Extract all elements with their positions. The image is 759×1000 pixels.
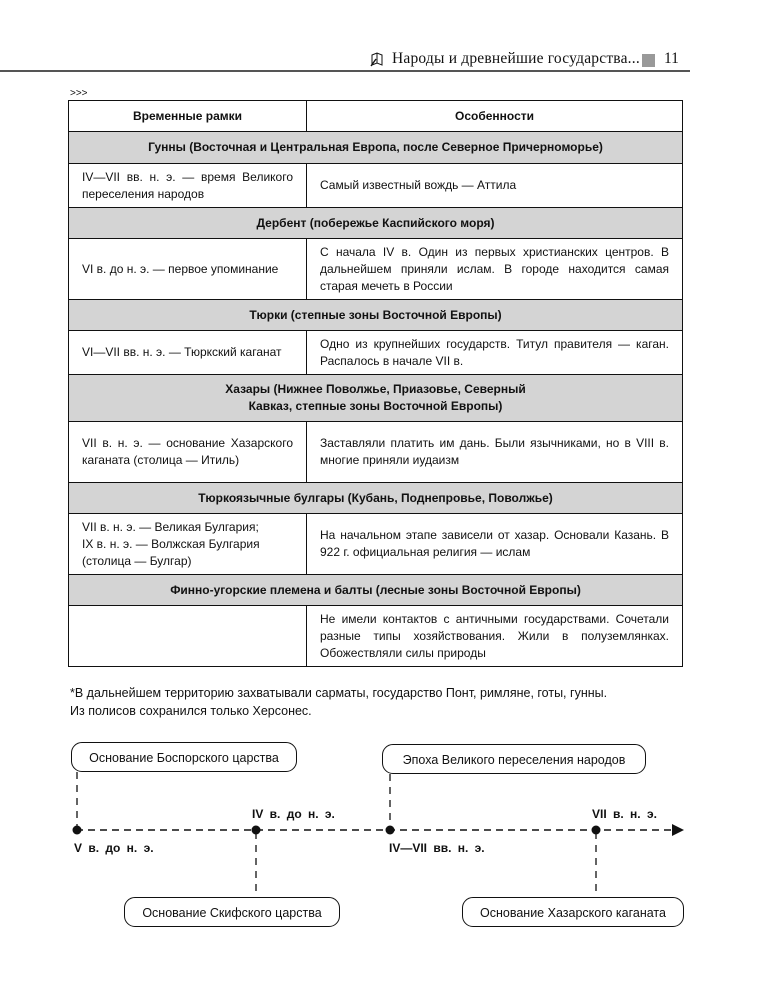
date-label: IV в. до н. э. [252,807,335,821]
event-box: Основание Хазарского каганата [462,897,684,927]
date-label: V в. до н. э. [74,841,154,855]
footnote: *В дальнейшем территорию захватывали сарматы, государство Понт, римляне, готы, гунны. Из полисов сохранился только Херсонес. [70,686,608,718]
period-line: VII в. н. э. — Великая Булгария; [82,519,259,534]
period-cell: VI в. до н. э. — первое упоминание [69,239,307,300]
timeline-point [252,826,261,835]
section-heading: Тюркоязычные булгары (Кубань, Поднепровье, Поволжье) [69,483,683,514]
period-cell: VI—VII вв. н. э. — Тюркский каганат [69,331,307,375]
features-cell: На начальном этапе зависели от хазар. Основали Казань. В 922 г. официальная религия — ислам [307,514,683,575]
features-cell: Одно из крупнейших государств. Титул правителя — каган. Распалось в начале VII в. [307,331,683,375]
period-line: IX в. н. э. — Волжская Булгария [82,536,260,551]
period-line: (столица — Булгар) [82,553,192,568]
section-heading: Гунны (Восточная и Центральная Европа, после Северное Причерноморье) [69,132,683,164]
date-label: VII в. н. э. [592,807,657,821]
period-cell: IV—VII вв. н. э. — время Великого переселения народов [69,164,307,208]
features-cell: Заставляли платить им дань. Были язычниками, но в VIII в. многие приняли иудаизм [307,422,683,483]
page-number: 11 [664,50,679,67]
timeline-point [73,826,82,835]
timeline-arrowhead [672,824,684,836]
timeline-point [592,826,601,835]
event-box: Основание Боспорского царства [71,742,297,772]
section-heading: Финно-угорские племена и балты (лесные зоны Восточной Европы) [69,575,683,606]
period-cell: VII в. н. э. — основание Хазарского каганата (столица — Итиль) [69,422,307,483]
section-heading: Хазары (Нижнее Поволжье, Приазовье, Северный Кавказ, степные зоны Восточной Европы) [69,375,683,422]
features-cell: Не имели контактов с античными государствами. Сочетали разные типы хозяйствования. Жили в полуземлянках. Обожествляли силы природы [307,606,683,667]
column-header-features: Особенности [307,101,683,132]
section-heading: Тюрки (степные зоны Восточной Европы) [69,300,683,331]
date-label: IV—VII вв. н. э. [389,841,485,855]
section-heading: Дербент (побережье Каспийского моря) [69,208,683,239]
continuation-marker: >>> [70,88,88,99]
column-header-period: Временные рамки [69,101,307,132]
timeline-point [386,826,395,835]
event-box: Эпоха Великого переселения народов [382,744,646,774]
features-cell: С начала IV в. Один из первых христианских центров. В дальнейшем приняли ислам. В городе находится самая старая мечеть в России [307,239,683,300]
event-box: Основание Скифского царства [124,897,340,927]
running-header-title: Народы и древнейшие государства... [392,50,640,67]
features-cell: Самый известный вождь — Аттила [307,164,683,208]
